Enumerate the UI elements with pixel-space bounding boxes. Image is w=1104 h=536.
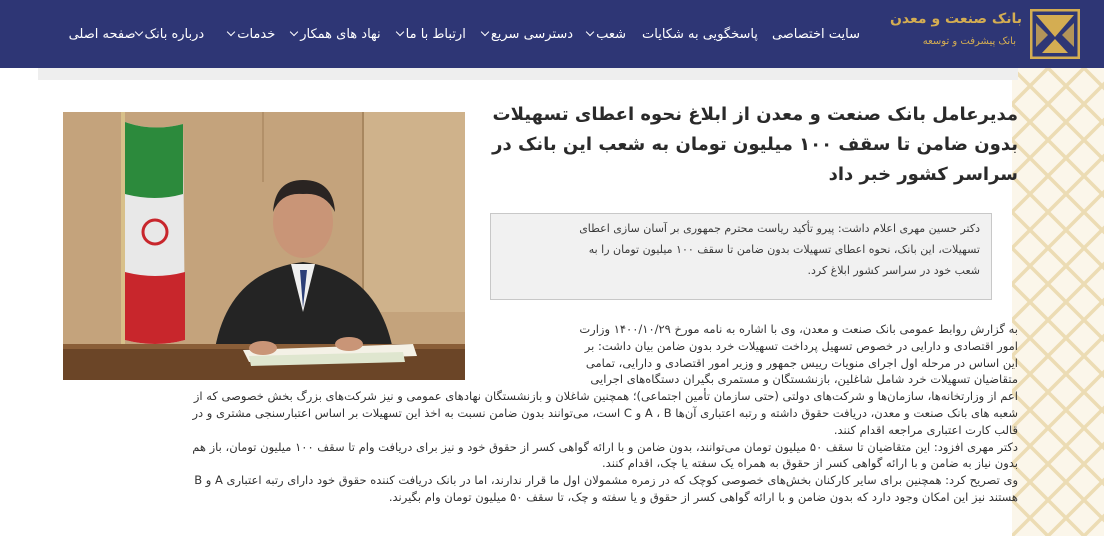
bank-logo-icon — [1030, 9, 1080, 59]
logo-subtitle: بانک پیشرفت و توسعه — [922, 36, 1016, 47]
nav-item-label: پاسخگویی به شکایات — [642, 26, 758, 42]
headline-line: بدون ضامن تا سقف ۱۰۰ میلیون تومان به شعب این بانک در — [492, 134, 1018, 155]
content-top-bar — [38, 68, 1018, 80]
body-line: این اساس در مرحله اول اجرای منویات رییس جمهور و وزیر امور اقتصادی و دارایی، تمامی — [585, 355, 1018, 370]
body-line: اعم از وزارتخانه‌ها، سازمان‌ها و شرکت‌های دولتی (حتی سازمان تأمین اجتماعی)؛ همچنین شاغلان و بازنشستگان نهادهای عمومی و نیز شرکت‌های بزرگ بخش خصوصی که از — [193, 389, 1018, 404]
body-line: وی تصریح کرد: همچنین برای سایر کارکنان بخش‌های خصوصی کوچک که در زمره مشمولان اول ما قرار ندارند، اما در بانک دریافت کننده حقوق خود دارای رتبه اعتباری A و B — [194, 473, 1018, 488]
nav-item-3[interactable] — [291, 27, 380, 42]
body-line: قالب کارت اعتباری مراجعه اقدام کنند. — [833, 422, 1018, 437]
lead-line: تسهیلات، این بانک، نحوه اعطای تسهیلات بدون ضامن تا سقف ۱۰۰ میلیون تومان را به — [588, 243, 980, 256]
chevron-down-icon — [227, 28, 235, 36]
body-line: امور اقتصادی و دارایی در خصوص تسهیل پرداخت تسهیلات خرد بدون ضامن بیان داشت: بر — [584, 338, 1018, 353]
nav-item-2[interactable] — [228, 27, 275, 42]
chevron-down-icon — [395, 28, 403, 36]
lead-line: دکتر حسین مهری اعلام داشت: پیرو تأکید ریاست محترم جمهوری بر آسان سازی اعطای — [579, 222, 980, 235]
headline-line: سراسر کشور خبر داد — [828, 164, 1018, 185]
nav-item-0[interactable] — [69, 27, 136, 42]
nav-item-label: دسترسی سریع — [490, 26, 574, 42]
nav-item-6[interactable] — [587, 27, 626, 42]
main-nav — [69, 0, 878, 68]
nav-item-7[interactable] — [642, 27, 758, 42]
article-body — [192, 321, 1018, 506]
body-line: به گزارش روابط عمومی بانک صنعت و معدن، وی با اشاره به نامه مورخ ۱۴۰۰/۱۰/۲۹ وزارت — [579, 322, 1018, 336]
chevron-down-icon — [586, 28, 594, 36]
body-line: دکتر مهری افزود: این متقاضیان تا سقف ۵۰ میلیون تومان می‌توانند، بدون ضامن و با ارائه گواهی کسر از حقوق خود و نیز برای دریافت وام تا سقف ۱۰۰ میلیون تومان، باز هم — [192, 439, 1018, 454]
lead-line: شعب خود در سراسر کشور ابلاغ کرد. — [807, 264, 980, 277]
nav-item-1[interactable] — [136, 27, 205, 42]
body-line: شعبه های بانک صنعت و معدن، دریافت حقوق داشته و رتبه اعتباری آن‌ها A ، B و C است، می‌توانند بدون ضامن نسبت به اخذ این تسهیلات بر اساس اعتبارسنجی مشتری و در — [192, 405, 1018, 420]
nav-item-label: سایت اختصاصی — [771, 26, 860, 42]
article-headline — [492, 100, 1018, 190]
nav-item-4[interactable] — [397, 27, 466, 42]
body-line: بدون نیاز به ضامن و با ارائه گواهی کسر از حقوق به همراه یک سفته یا چک، اقدام کنند. — [602, 456, 1018, 471]
nav-item-label: نهاد های همکار — [300, 26, 381, 42]
chevron-down-icon — [481, 28, 489, 36]
nav-item-label: صفحه اصلی — [68, 26, 136, 42]
nav-item-label: ارتباط با ما — [405, 26, 466, 42]
body-line: هستند نیز این امکان وجود دارد که بدون ضامن و با ارائه گواهی کسر از حقوق و یا سفته و چک، تا سقف ۵۰ میلیون تومان وام بگیرند. — [388, 489, 1018, 504]
body-line: متقاضیان تسهیلات خرد شامل شاغلین، بازنشستگان و مستمری بگیران دستگاه‌های اجرایی — [590, 372, 1018, 387]
nav-item-8[interactable] — [772, 27, 860, 42]
site-header — [0, 0, 1104, 68]
bank-logo[interactable] — [889, 0, 1096, 68]
nav-item-5[interactable] — [482, 27, 573, 42]
chevron-down-icon — [134, 28, 142, 36]
decorative-pattern — [1012, 68, 1104, 536]
article-lead-box — [490, 213, 992, 300]
headline-line: مدیرعامل بانک صنعت و معدن از ابلاغ نحوه اعطای تسهیلات — [492, 104, 1018, 125]
nav-item-label: درباره بانک — [144, 26, 205, 42]
chevron-down-icon — [290, 28, 298, 36]
nav-item-label: خدمات — [237, 26, 276, 42]
logo-title: بانک صنعت و معدن — [889, 11, 1022, 27]
nav-item-label: شعب — [596, 26, 627, 42]
